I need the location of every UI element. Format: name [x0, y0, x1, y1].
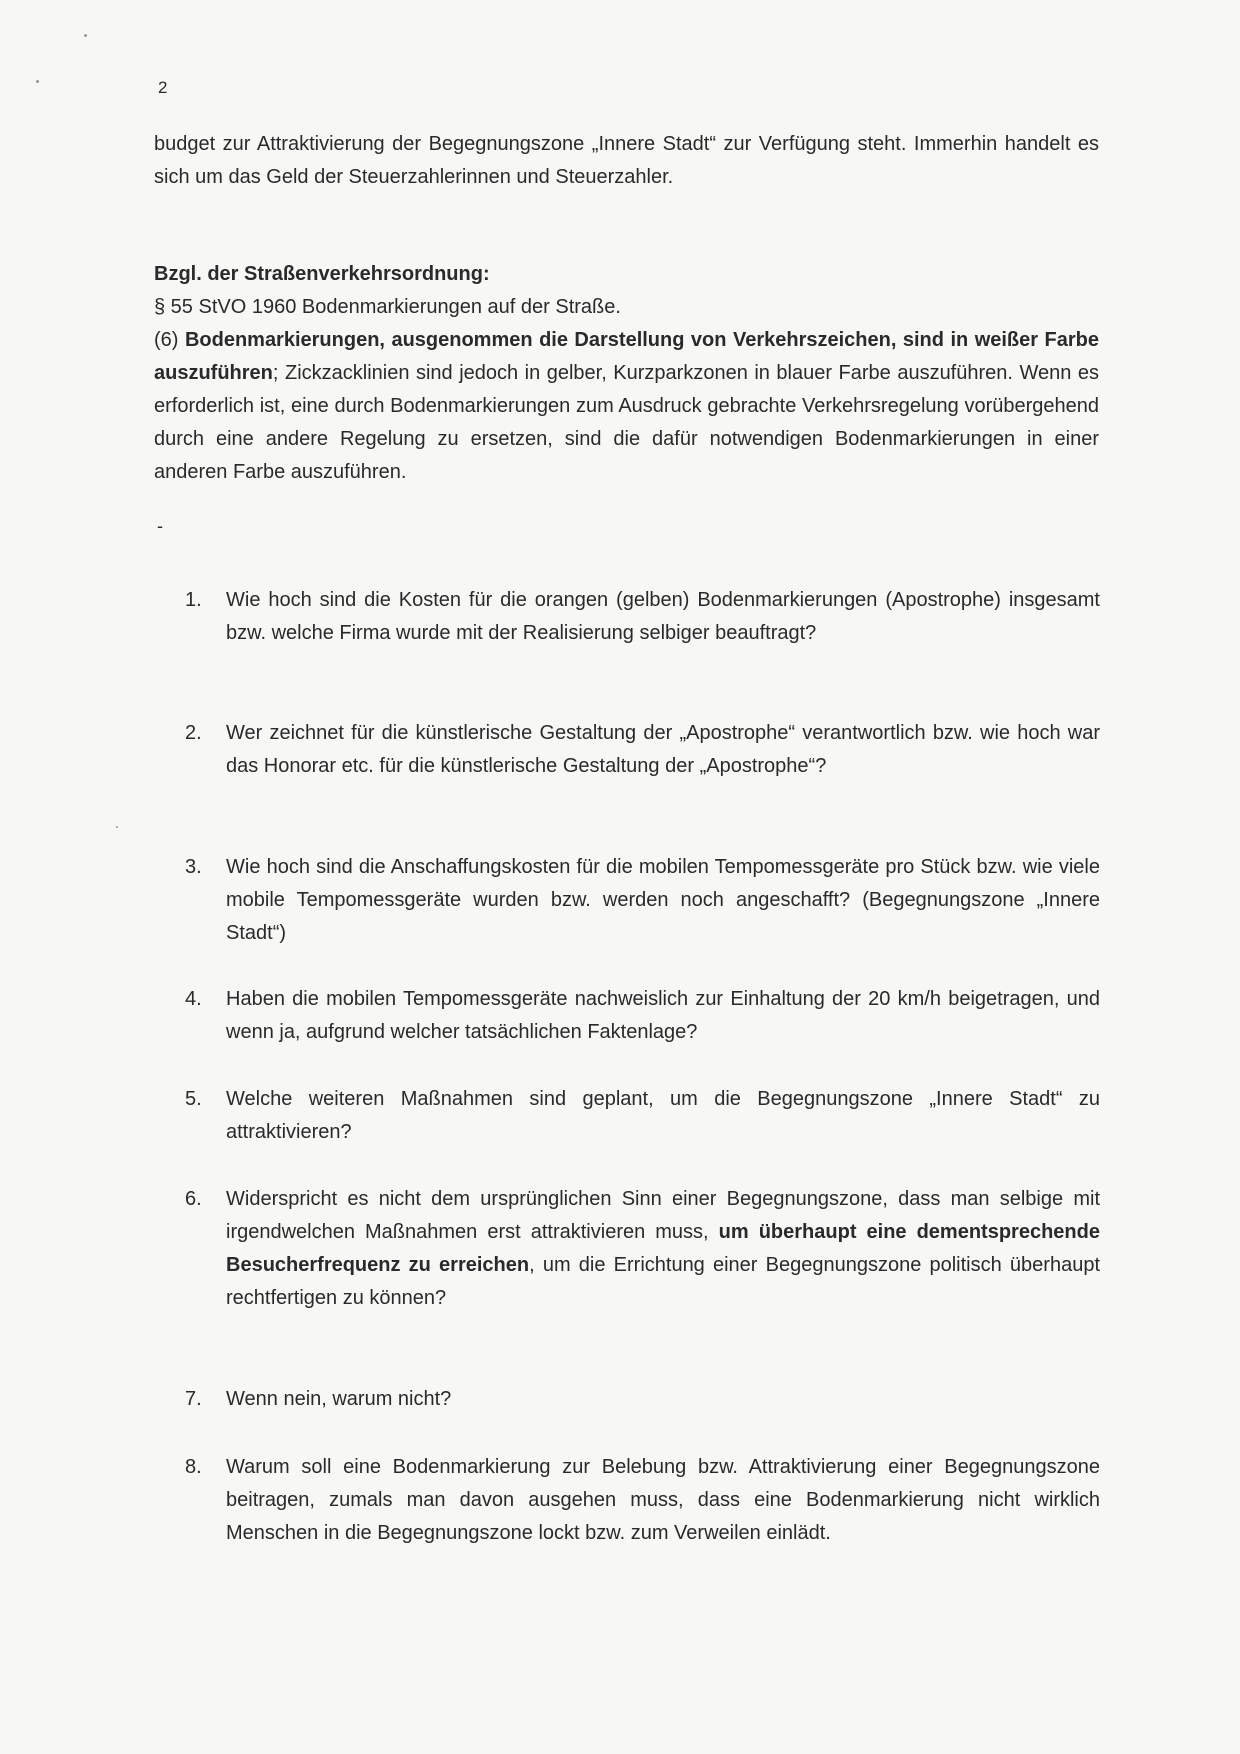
- question-text-part: Widerspricht es nicht dem ursprünglichen Sinn einer Begegnungszone, dass man selbige mit irgendwelchen Maßnahmen erst attraktivieren muss,: [226, 1188, 1100, 1243]
- scan-speck: [36, 80, 39, 83]
- paragraph-text: ; Zickzacklinien sind jedoch in gelber, Kurzparkzonen in blauer Farbe auszuführen. Wenn es erforderlich ist, eine durch Bodenmarkierungen zum Ausdruck gebrachte Verkehrsregelung vorübergehend durch eine andere Regelung zu ersetzen, sind die dafür notwendigen Bodenmarkierungen in einer anderen Farbe auszuführen.: [154, 362, 1099, 483]
- question-item: [185, 1183, 1100, 1315]
- scan-speck: [84, 34, 87, 37]
- question-text-part: , um die Errichtung einer Begegnungszone politisch überhaupt rechtfertigen zu können?: [226, 1254, 1101, 1309]
- paragraph-bold-text: Bodenmarkierungen, ausgenommen die Darstellung von Verkehrszeichen, sind in weißer Farbe auszuführen: [154, 329, 1099, 384]
- legal-reference: § 55 StVO 1960 Bodenmarkierungen auf der Straße.: [154, 296, 621, 318]
- question-item: [185, 983, 1100, 1049]
- question-text: Wer zeichnet für die künstlerische Gestaltung der „Apostrophe“ verantwortlich bzw. wie hoch war das Honorar etc. für die künstlerische Gestaltung der „Apostrophe“?: [226, 722, 1100, 777]
- page-number: 2: [158, 78, 168, 97]
- question-item: [185, 1451, 1100, 1550]
- question-item: [185, 584, 1100, 650]
- question-number: 8.: [185, 1456, 202, 1478]
- question-number: 5.: [185, 1088, 202, 1110]
- question-item: [185, 851, 1100, 950]
- scan-speck: [116, 826, 118, 828]
- question-text: Wie hoch sind die Kosten für die orangen (gelben) Bodenmarkierungen (Apostrophe) insgesamt bzw. welche Firma wurde mit der Realisierung selbiger beauftragt?: [226, 589, 1100, 644]
- question-item: [185, 1083, 1100, 1149]
- question-text: [226, 1183, 1100, 1315]
- question-number: 2.: [185, 722, 202, 744]
- question-number: 3.: [185, 856, 202, 878]
- question-text: Wie hoch sind die Anschaffungskosten für die mobilen Tempomessgeräte pro Stück bzw. wie viele mobile Tempomessgeräte wurden bzw. werden noch angeschafft? (Begegnungszone „Innere Stadt“): [226, 856, 1100, 944]
- dash-mark: -: [157, 516, 163, 536]
- question-number: 1.: [185, 589, 202, 611]
- legal-paragraph: [154, 324, 1099, 489]
- question-item: [185, 1383, 1100, 1416]
- question-number: 7.: [185, 1388, 202, 1410]
- intro-paragraph: budget zur Attraktivierung der Begegnungszone „Innere Stadt“ zur Verfügung steht. Immerhin handelt es sich um das Geld der Steuerzahlerinnen und Steuerzahler.: [154, 133, 1099, 188]
- question-text: Warum soll eine Bodenmarkierung zur Belebung bzw. Attraktivierung einer Begegnungszone beitragen, zumals man davon ausgehen muss, dass eine Bodenmarkierung nicht wirklich Menschen in die Begegnungszone lockt bzw. zum Verweilen einlädt.: [226, 1456, 1100, 1544]
- question-text: Haben die mobilen Tempomessgeräte nachweislich zur Einhaltung der 20 km/h beigetragen, und wenn ja, aufgrund welcher tatsächlichen Faktenlage?: [226, 988, 1100, 1043]
- paragraph-number: (6): [154, 329, 179, 351]
- question-number: 4.: [185, 988, 202, 1010]
- section-heading: Bzgl. der Straßenverkehrsordnung:: [154, 263, 490, 285]
- question-number: 6.: [185, 1188, 202, 1210]
- question-bold-text: um überhaupt eine dementsprechende Besucherfrequenz zu erreichen: [226, 1221, 1100, 1276]
- question-text: Wenn nein, warum nicht?: [226, 1388, 452, 1410]
- question-item: [185, 717, 1100, 783]
- question-text: Welche weiteren Maßnahmen sind geplant, um die Begegnungszone „Innere Stadt“ zu attraktivieren?: [226, 1088, 1100, 1143]
